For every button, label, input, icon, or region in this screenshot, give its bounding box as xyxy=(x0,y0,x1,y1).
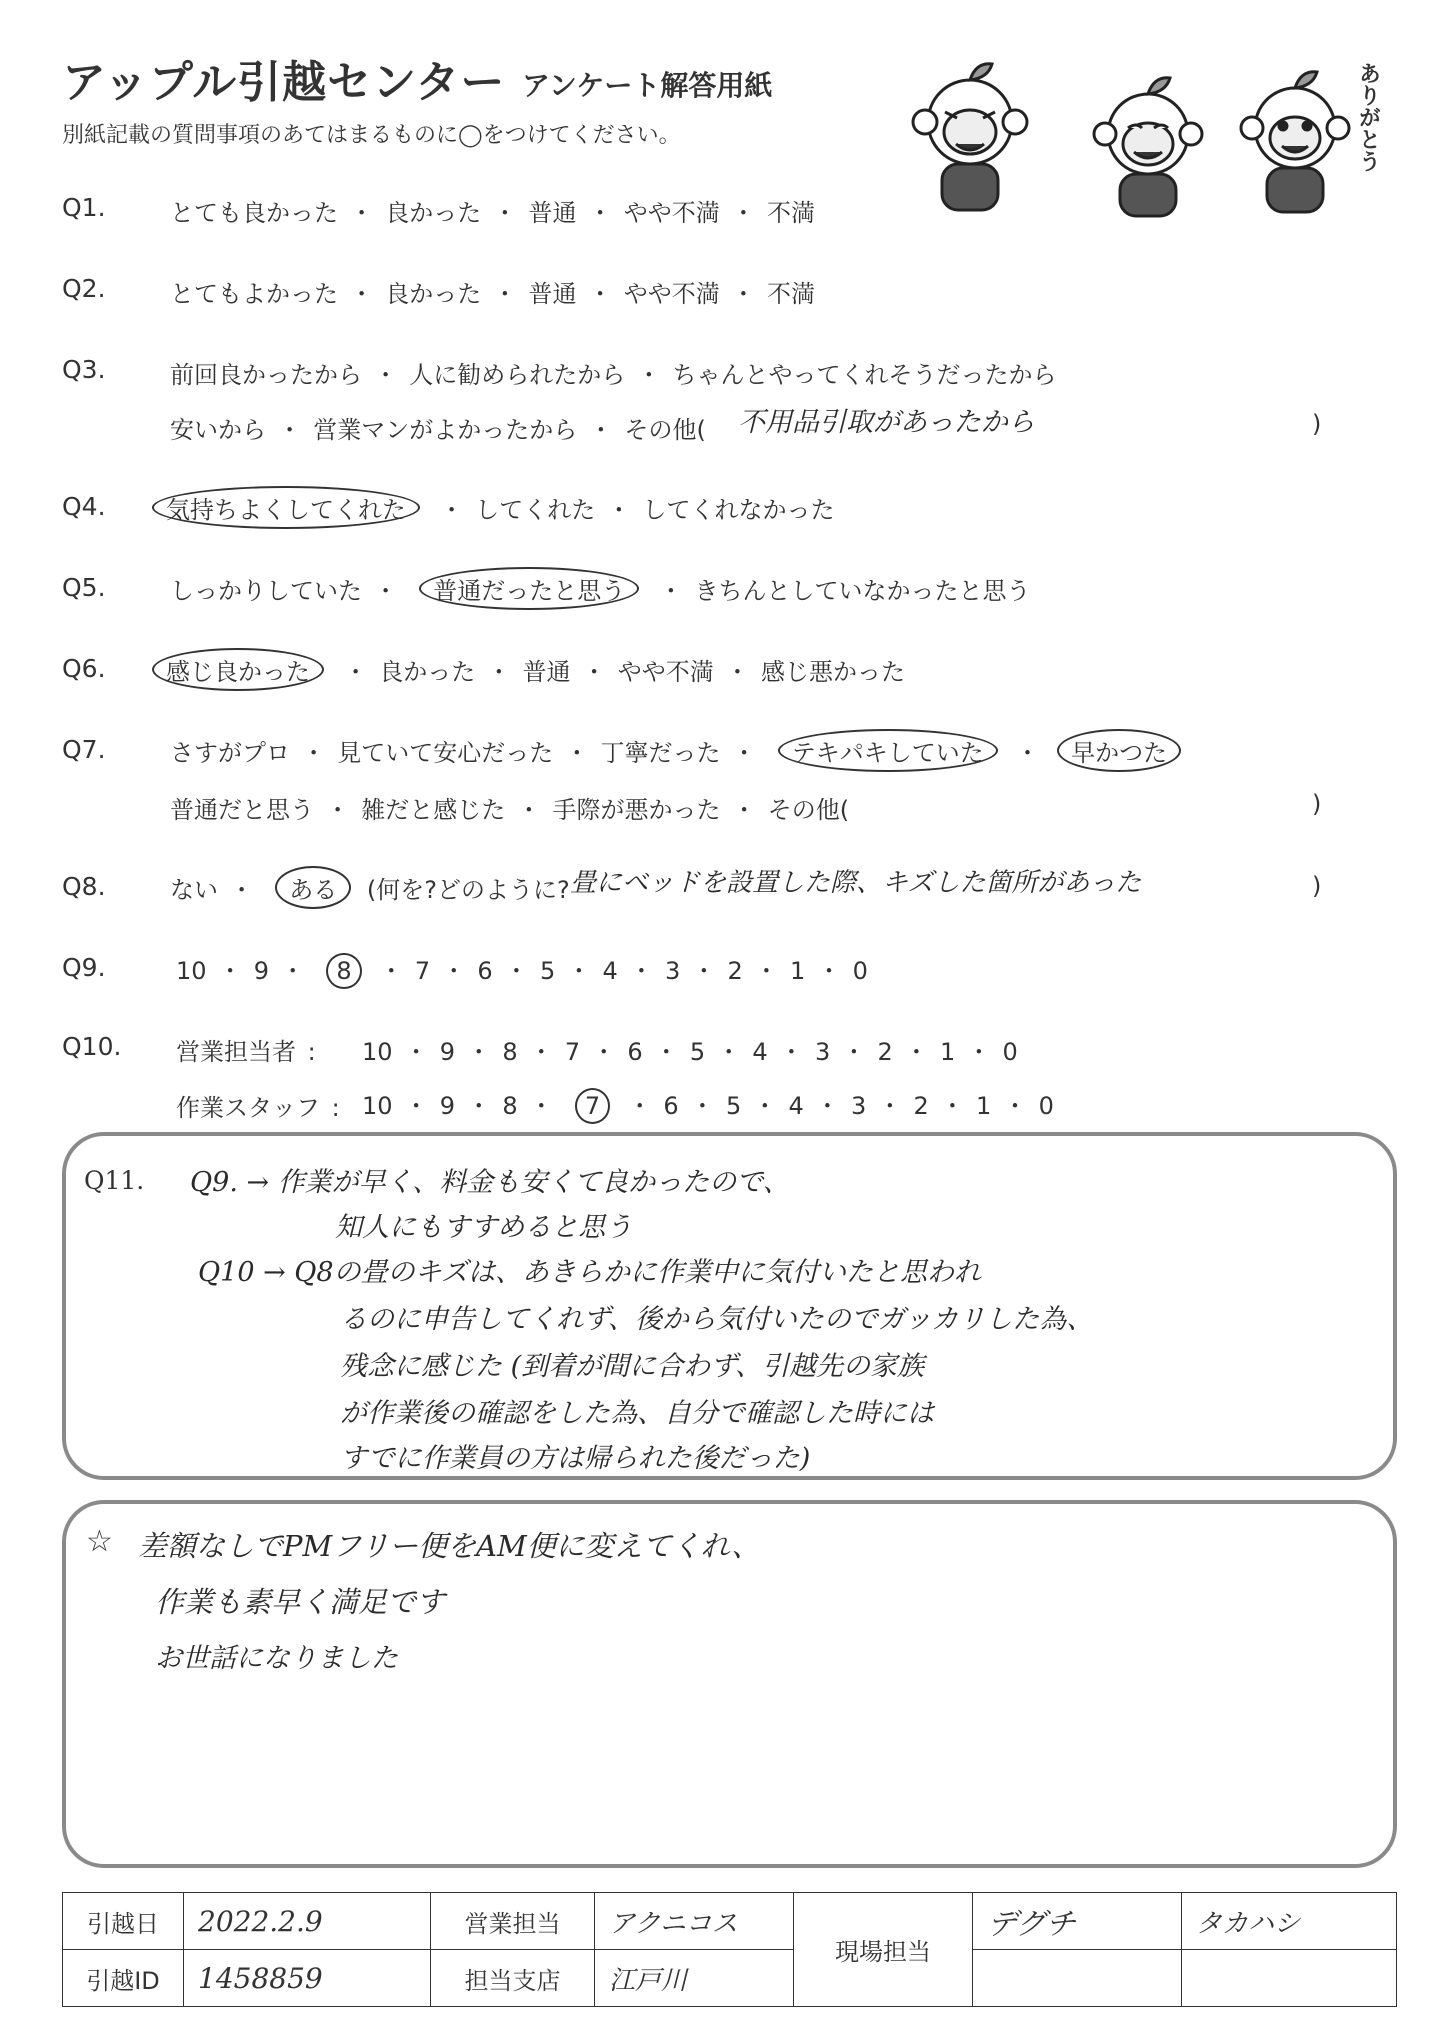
comment-line-2: 作業も素早く満足です xyxy=(155,1585,446,1619)
sales-rep-value: アクニコス xyxy=(595,1893,794,1950)
q5-other-options: ・ きちんとしていなかったと思う xyxy=(658,577,1031,605)
q3-options-line2[interactable]: 安いから ・ 営業マンがよかったから ・ その他( xyxy=(170,416,706,444)
q11-line-4: るのに申告してくれず、後から気付いたのでガッカリした為、 xyxy=(340,1304,1094,1335)
q3-close-paren: ) xyxy=(1312,410,1322,438)
q6-other-options: ・ 良かった ・ 普通 ・ やや不満 ・ 感じ悪かった xyxy=(343,658,906,686)
footer-info-table xyxy=(62,1892,1397,2007)
q3-label: Q3. xyxy=(62,355,106,384)
q3-other-answer: 不用品引取があったから xyxy=(738,407,1035,438)
q10-sales-scale[interactable]: 10 ・ 9 ・ 8 ・ 7 ・ 6 ・ 5 ・ 4 ・ 3 ・ 2 ・ 1 ・ 0 xyxy=(362,1038,1018,1066)
q10-sales-label: 営業担当者 : xyxy=(176,1038,316,1066)
q9-before-options: 10 ・ 9 ・ xyxy=(176,957,305,985)
q5-before-options: しっかりしていた ・ xyxy=(170,577,398,605)
q8-close-paren: ) xyxy=(1312,872,1322,900)
move-id-value: 1458859 xyxy=(184,1950,431,2007)
q7-before-options: さすがプロ ・ 見ていて安心だった ・ 丁寧だった ・ xyxy=(170,739,757,767)
q7-options-line2[interactable]: 普通だと思う ・ 雑だと感じた ・ 手際が悪かった ・ その他( xyxy=(170,796,850,824)
mascot-center-icon xyxy=(1094,78,1202,216)
instructions: 別紙記載の質問事項のあてはまるものに◯をつけてください。 xyxy=(62,123,681,148)
site-staff-2: タカハシ xyxy=(1182,1893,1397,1950)
q8-before-options: ない ・ xyxy=(170,876,254,904)
q3-options-line1[interactable]: 前回良かったから ・ 人に勧められたから ・ ちゃんとやってくれそうだったから xyxy=(170,361,1057,389)
sales-rep-label: 営業担当 xyxy=(431,1893,595,1950)
q8-prompt: (何を?どのように? xyxy=(366,876,570,904)
q8-selected-option[interactable]: ある xyxy=(275,866,351,909)
q11-line-7: すでに作業員の方は帰られた後だった) xyxy=(340,1443,811,1474)
q4-label: Q4. xyxy=(62,492,106,521)
q4-selected-option[interactable]: 気持ちよくしてくれた xyxy=(152,486,420,529)
branch-label: 担当支店 xyxy=(431,1950,595,2007)
q6-options[interactable] xyxy=(158,652,905,687)
move-date-value: 2022.2.9 xyxy=(184,1893,431,1950)
q1-options[interactable]: とても良かった ・ 良かった ・ 普通 ・ やや不満 ・ 不満 xyxy=(170,199,816,227)
q7-label: Q7. xyxy=(62,735,106,764)
q4-options[interactable] xyxy=(158,490,835,525)
q9-scale[interactable] xyxy=(176,951,868,986)
branch-value: 江戸川 xyxy=(595,1950,794,2007)
q10-label: Q10. xyxy=(62,1032,122,1061)
q11-line-1: Q9. → 作業が早く、料金も安くて良かったので、 xyxy=(190,1167,790,1198)
mascot-illustration xyxy=(890,52,1400,222)
q2-options[interactable]: とてもよかった ・ 良かった ・ 普通 ・ やや不満 ・ 不満 xyxy=(170,280,816,308)
q9-selected-score[interactable]: 8 xyxy=(326,953,361,989)
q7-selected-option-1[interactable]: テキパキしていた xyxy=(778,729,998,772)
q2-label: Q2. xyxy=(62,274,106,303)
q8-label: Q8. xyxy=(62,872,106,901)
company-title: アップル引越センター xyxy=(62,57,506,108)
q5-options[interactable] xyxy=(170,571,1031,606)
q10-staff-scale[interactable] xyxy=(362,1086,1054,1121)
q6-label: Q6. xyxy=(62,654,106,683)
move-id-label: 引越ID xyxy=(63,1950,184,2007)
q7-selected-option-2[interactable]: 早かつた xyxy=(1057,729,1181,772)
comment-line-1: 差額なしでPMフリー便をAM便に変えてくれ、 xyxy=(138,1529,761,1563)
q11-line-3: Q10 → Q8の畳のキズは、あきらかに作業中に気付いたと思われ xyxy=(198,1257,982,1288)
q9-other-scores: ・ 7 ・ 6 ・ 5 ・ 4 ・ 3 ・ 2 ・ 1 ・ 0 xyxy=(379,957,868,985)
q10-staff-selected-score[interactable]: 7 xyxy=(575,1088,610,1124)
q5-label: Q5. xyxy=(62,573,106,602)
mascot-left-icon xyxy=(913,64,1027,210)
form-subtitle: アンケート解答用紙 xyxy=(522,69,773,102)
q8-options[interactable] xyxy=(170,870,570,905)
q10-staff-other-scores: ・ 6 ・ 5 ・ 4 ・ 3 ・ 2 ・ 1 ・ 0 xyxy=(627,1092,1054,1120)
q11-line-6: が作業後の確認をした為、自分で確認した時には xyxy=(340,1398,934,1429)
q5-selected-option[interactable]: 普通だったと思う xyxy=(419,567,639,610)
q7-close-paren: ) xyxy=(1312,790,1322,818)
q8-answer: 畳にベッドを設置した際、キズした箇所があった xyxy=(570,868,1142,898)
move-date-label: 引越日 xyxy=(63,1893,184,1950)
q11-line-2: 知人にもすすめると思う xyxy=(335,1212,633,1243)
q6-selected-option[interactable]: 感じ良かった xyxy=(152,648,324,691)
mascot-right-icon xyxy=(1241,72,1349,212)
q10-staff-label: 作業スタッフ : xyxy=(176,1094,340,1122)
q11-label: Q11. xyxy=(84,1166,145,1195)
q7-options[interactable] xyxy=(170,733,1175,768)
q4-other-options: ・ してくれた ・ してくれなかった xyxy=(439,496,835,524)
q9-label: Q9. xyxy=(62,953,106,982)
site-staff-1: デグチ xyxy=(973,1893,1182,1950)
q7-separator: ・ xyxy=(1015,739,1040,767)
q10-staff-before: 10 ・ 9 ・ 8 ・ xyxy=(362,1092,554,1120)
q1-label: Q1. xyxy=(62,193,106,222)
q11-line-5: 残念に感じた (到着が間に合わず、引越先の家族 xyxy=(340,1351,924,1382)
site-staff-empty-1 xyxy=(973,1950,1182,2007)
mascot-thanks-text: ありがとう xyxy=(1355,62,1381,172)
star-icon: ☆ xyxy=(86,1524,113,1559)
comment-line-3: お世話になりました xyxy=(155,1643,398,1674)
site-staff-label: 現場担当 xyxy=(794,1893,973,2007)
site-staff-empty-2 xyxy=(1182,1950,1397,2007)
